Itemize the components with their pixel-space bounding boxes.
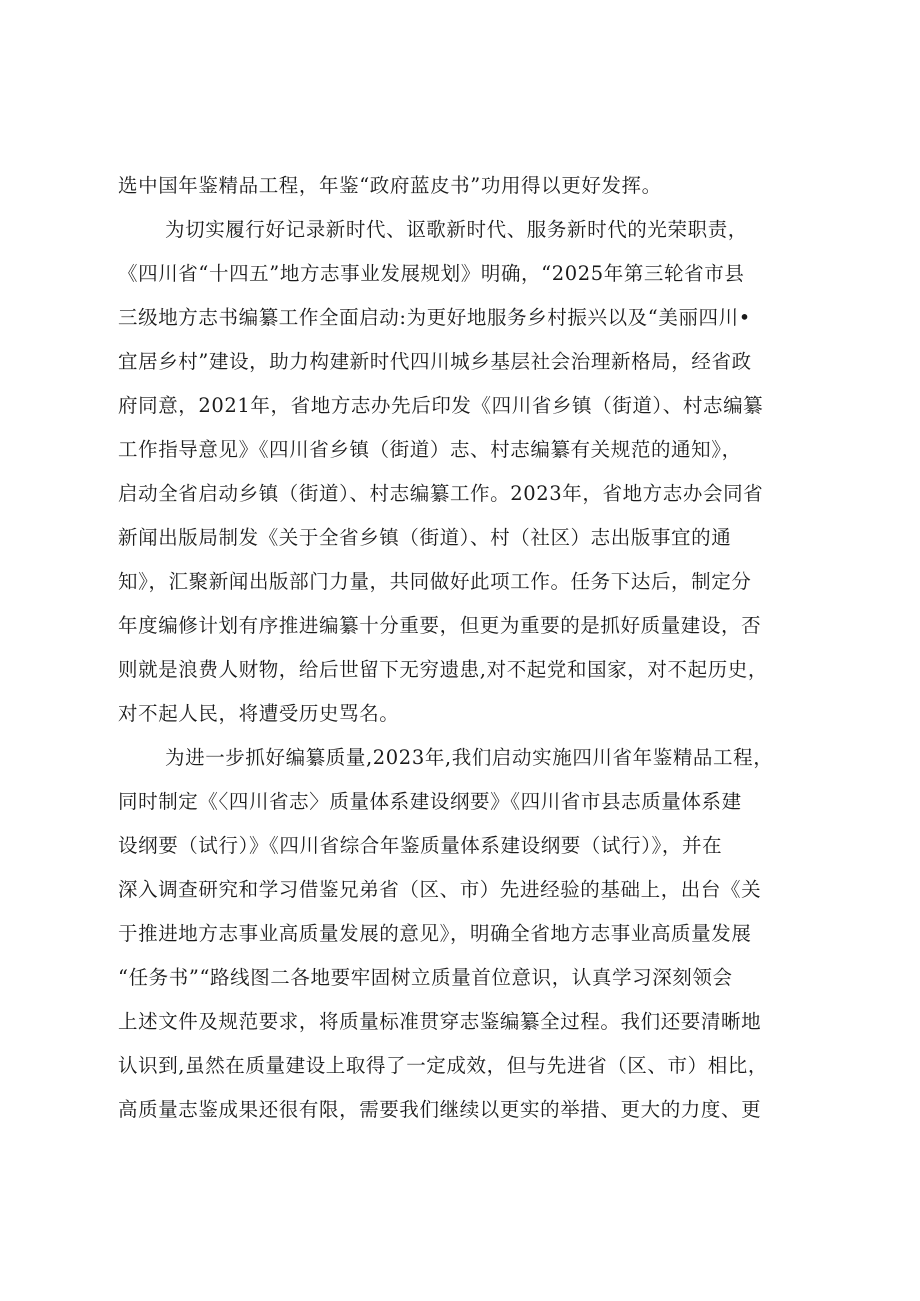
text-line: 《四川省“十四五”地方志事业发展规划》明确，“2025年第三轮省市县: [118, 262, 745, 285]
text-line: “任务书”“路线图二各地要牢固树立质量首位意识，认真学习深刻领会: [118, 966, 733, 989]
text-line: 深入调查研究和学习借鉴兄弟省（区、市）先进经验的基础上，出台《关: [118, 878, 762, 901]
text-line: 府同意，2021年，省地方志办先后印发《四川省乡镇（街道）、村志编纂: [118, 394, 764, 417]
text-line: 宜居乡村”建设，助力构建新时代四川城乡基层社会治理新格局，经省政: [118, 350, 752, 373]
text-line: 知》，汇聚新闻出版部门力量，共同做好此项工作。任务下达后，制定分: [118, 570, 752, 593]
text-line: 认识到,虽然在质量建设上取得了一定成效，但与先进省（区、市）相比，: [118, 1054, 768, 1077]
text-line: 三级地方志书编纂工作全面启动:为更好地服务乡村振兴以及“美丽四川•: [118, 306, 751, 329]
text-line: 启动全省启动乡镇（街道）、村志编纂工作。2023年，省地方志办会同省: [118, 482, 764, 505]
paragraph-first-line: 为进一步抓好编纂质量,2023年,我们启动实施四川省年鉴精品工程，: [165, 746, 774, 769]
text-line: 工作指导意见》《四川省乡镇（街道）志、村志编纂有关规范的通知》，: [118, 438, 742, 461]
text-line: 则就是浪费人财物，给后世留下无穷遗患,对不起党和国家，对不起历史，: [118, 658, 768, 681]
text-line: 设纲要（试行）》《四川省综合年鉴质量体系建设纲要（试行）》，并在: [118, 834, 723, 857]
text-line: 同时制定《〈四川省志〉质量体系建设纲要》《四川省市县志质量体系建: [118, 790, 742, 813]
text-line: 年度编修计划有序推进编纂十分重要，但更为重要的是抓好质量建设，否: [118, 614, 762, 637]
text-line: 新闻出版局制发《关于全省乡镇（街道）、村（社区）志出版事宜的通: [118, 526, 732, 549]
text-line: 选中国年鉴精品工程，年鉴“政府蓝皮书”功用得以更好发挥。: [118, 174, 662, 197]
text-line: 于推进地方志事业高质量发展的意见》，明确全省地方志事业高质量发展: [118, 922, 752, 945]
text-line: 上述文件及规范要求，将质量标准贯穿志鉴编纂全过程。我们还要清晰地: [118, 1010, 762, 1033]
paragraph-first-line: 为切实履行好记录新时代、讴歌新时代、服务新时代的光荣职责，: [165, 218, 748, 241]
text-line: 对不起人民，将遭受历史骂名。: [118, 702, 400, 725]
text-line: 高质量志鉴成果还很有限，需要我们继续以更实的举措、更大的力度、更: [118, 1098, 762, 1121]
